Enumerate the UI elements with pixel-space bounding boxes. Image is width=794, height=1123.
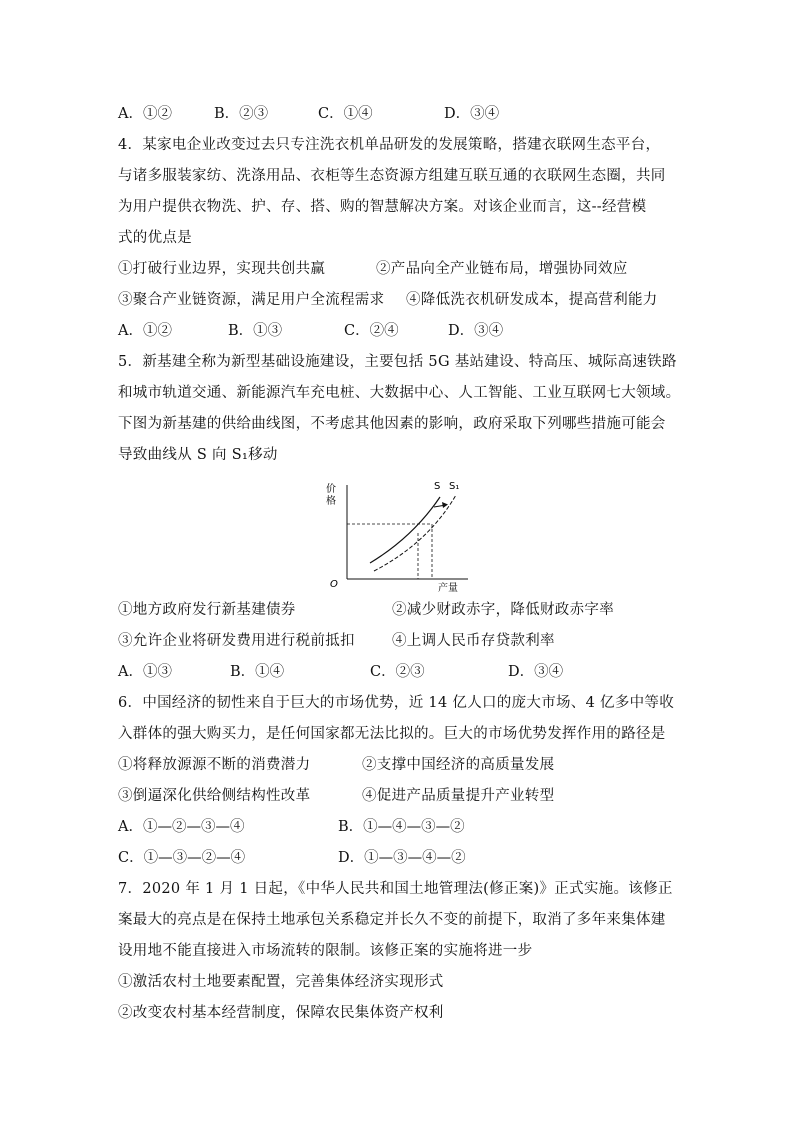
q6-item-2: ②支撑中国经济的高质量发展 [362,757,555,773]
q7-stem-line-1: 7．2020 年 1 月 1 日起，《中华人民共和国土地管理法(修正案)》正式实施。该修正 [118,881,673,897]
q5-stem-line-2: 和城市轨道交通、新能源汽车充电桩、大数据中心、人工智能、工业互联网七大领域。 [118,385,681,401]
q6-option-c[interactable]: C．①—③—②—④ [118,850,246,866]
q5-item-2: ②减少财政赤字，降低财政赤字率 [392,602,614,618]
q5-option-c[interactable]: C．②③ [370,664,425,680]
shift-arrow-head [442,502,448,508]
q4-item-3: ③聚合产业链资源，满足用户全流程需求 [118,292,385,308]
q6-item-3: ③倒逼深化供给侧结构性改革 [118,788,311,804]
origin-label: O [330,579,338,590]
q5-stem-line-4: 导致曲线从 S 向 S₁移动 [118,447,278,463]
q6-item-4: ④促进产品质量提升产业转型 [362,788,555,804]
q4-stem-line-3: 为用户提供衣物洗、护、存、搭、购的智慧解决方案。对该企业而言，这--经营模 [118,199,647,215]
q4-stem-line-1: 4．某家电企业改变过去只专注洗衣机单品研发的发展策略，搭建衣联网生态平台， [118,137,661,153]
q4-item-2: ②产品向全产业链布局，增强协同效应 [376,261,628,277]
curve-s-label: S [434,481,441,492]
q4-stem-line-4: 式的优点是 [118,230,192,246]
q7-item-1: ①激活农村土地要素配置，完善集体经济实现形式 [118,974,444,990]
q4-item-1: ①打破行业边界，实现共创共赢 [118,261,326,277]
y-axis-label-2: 格 [326,496,336,507]
q3-option-d[interactable]: D．③④ [444,106,500,122]
q6-item-1: ①将释放源源不断的消费潜力 [118,757,311,773]
y-axis-label-1: 价 [326,484,336,495]
q3-option-b[interactable]: B．②③ [214,106,269,122]
q4-option-c[interactable]: C．②④ [344,323,399,339]
q5-stem-line-1: 5．新基建全称为新型基础设施建设，主要包括 5G 基站建设、特高压、城际高速铁路 [118,354,677,370]
q7-item-2: ②改变农村基本经营制度，保障农民集体资产权利 [118,1005,444,1021]
q7-stem-line-2: 案最大的亮点是在保持土地承包关系稳定并长久不变的前提下，取消了多年来集体建 [118,912,666,928]
x-axis-label: 产量 [438,583,458,594]
q5-option-d[interactable]: D．③④ [508,664,564,680]
q5-item-1: ①地方政府发行新基建债券 [118,602,296,618]
supply-curve-graph [318,475,478,595]
curve-s1-label: S₁ [449,481,460,492]
q5-stem-line-3: 下图为新基建的供给曲线图，不考虑其他因素的影响，政府采取下列哪些措施可能会 [118,416,666,432]
q6-option-b[interactable]: B．①—④—③—② [338,819,465,835]
q3-option-a[interactable]: A．①② [118,106,172,122]
q6-stem-line-2: 入群体的强大购买力，是任何国家都无法比拟的。巨大的市场优势发挥作用的路径是 [118,726,666,742]
q6-option-d[interactable]: D．①—③—④—② [338,850,466,866]
q4-stem-line-2: 与诸多服装家纺、洗涤用品、衣柜等生态资源方组建互联互通的衣联网生态圈，共同 [118,168,666,184]
q5-option-a[interactable]: A．①③ [118,664,172,680]
q5-item-3: ③允许企业将研发费用进行税前抵扣 [118,633,355,649]
q4-option-b[interactable]: B．①③ [228,323,283,339]
q4-item-4: ④降低洗衣机研发成本，提高营利能力 [406,292,658,308]
q4-option-d[interactable]: D．③④ [448,323,504,339]
q6-option-a[interactable]: A．①—②—③—④ [118,819,245,835]
q5-option-b[interactable]: B．①④ [230,664,285,680]
q3-option-c[interactable]: C．①④ [318,106,373,122]
q6-stem-line-1: 6．中国经济的韧性来自于巨大的市场优势，近 14 亿人口的庞大市场、4 亿多中等收 [118,695,675,711]
q7-stem-line-3: 设用地不能直接进入市场流转的限制。该修正案的实施将进一步 [118,943,533,959]
q4-option-a[interactable]: A．①② [118,323,172,339]
q5-item-4: ④上调人民币存贷款利率 [392,633,555,649]
